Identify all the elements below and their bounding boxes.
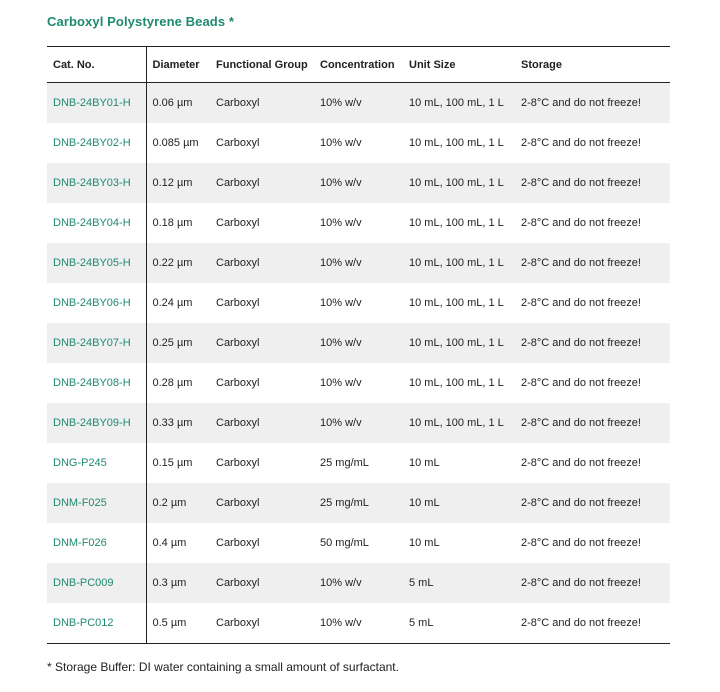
- concentration-cell: 10% w/v: [314, 83, 403, 124]
- table-row: [47, 163, 670, 203]
- concentration-cell: 10% w/v: [314, 203, 403, 243]
- table-row: [47, 443, 670, 483]
- storage-cell: 2-8°C and do not freeze!: [515, 323, 670, 363]
- concentration-cell: 10% w/v: [314, 603, 403, 644]
- table-row: [47, 603, 670, 644]
- unit-size-cell: 10 mL, 100 mL, 1 L: [403, 243, 515, 283]
- table-row: [47, 363, 670, 403]
- header-functional-group: Functional Group: [210, 47, 314, 83]
- concentration-cell: 10% w/v: [314, 123, 403, 163]
- table-header-row: [47, 47, 670, 83]
- cat-no-cell[interactable]: DNB-PC009: [47, 563, 146, 603]
- functional-group-cell: Carboxyl: [210, 283, 314, 323]
- concentration-cell: 25 mg/mL: [314, 483, 403, 523]
- concentration-cell: 10% w/v: [314, 563, 403, 603]
- table-row: [47, 243, 670, 283]
- unit-size-cell: 10 mL, 100 mL, 1 L: [403, 283, 515, 323]
- cat-no-cell[interactable]: DNB-24BY09-H: [47, 403, 146, 443]
- diameter-cell: 0.085 µm: [146, 123, 210, 163]
- page-title: Carboxyl Polystyrene Beads *: [47, 14, 235, 29]
- table-row: [47, 123, 670, 163]
- unit-size-cell: 10 mL: [403, 483, 515, 523]
- diameter-cell: 0.3 µm: [146, 563, 210, 603]
- concentration-cell: 50 mg/mL: [314, 523, 403, 563]
- cat-no-cell[interactable]: DNB-24BY02-H: [47, 123, 146, 163]
- storage-cell: 2-8°C and do not freeze!: [515, 83, 670, 124]
- functional-group-cell: Carboxyl: [210, 123, 314, 163]
- cat-no-cell[interactable]: DNB-24BY05-H: [47, 243, 146, 283]
- concentration-cell: 10% w/v: [314, 243, 403, 283]
- unit-size-cell: 10 mL, 100 mL, 1 L: [403, 323, 515, 363]
- unit-size-cell: 5 mL: [403, 603, 515, 644]
- unit-size-cell: 10 mL, 100 mL, 1 L: [403, 123, 515, 163]
- cat-no-cell[interactable]: DNB-24BY01-H: [47, 83, 146, 124]
- diameter-cell: 0.06 µm: [146, 83, 210, 124]
- header-storage: Storage: [515, 47, 670, 83]
- diameter-cell: 0.22 µm: [146, 243, 210, 283]
- table-row: [47, 563, 670, 603]
- unit-size-cell: 10 mL, 100 mL, 1 L: [403, 363, 515, 403]
- diameter-cell: 0.5 µm: [146, 603, 210, 644]
- diameter-cell: 0.25 µm: [146, 323, 210, 363]
- functional-group-cell: Carboxyl: [210, 443, 314, 483]
- product-table: [47, 46, 670, 644]
- concentration-cell: 10% w/v: [314, 363, 403, 403]
- diameter-cell: 0.33 µm: [146, 403, 210, 443]
- storage-cell: 2-8°C and do not freeze!: [515, 203, 670, 243]
- header-cat-no: Cat. No.: [47, 47, 146, 83]
- concentration-cell: 10% w/v: [314, 283, 403, 323]
- functional-group-cell: Carboxyl: [210, 163, 314, 203]
- storage-cell: 2-8°C and do not freeze!: [515, 523, 670, 563]
- table-body: [47, 83, 670, 644]
- table-row: [47, 283, 670, 323]
- functional-group-cell: Carboxyl: [210, 203, 314, 243]
- header-concentration: Concentration: [314, 47, 403, 83]
- unit-size-cell: 10 mL, 100 mL, 1 L: [403, 403, 515, 443]
- diameter-cell: 0.2 µm: [146, 483, 210, 523]
- unit-size-cell: 10 mL: [403, 443, 515, 483]
- functional-group-cell: Carboxyl: [210, 483, 314, 523]
- storage-cell: 2-8°C and do not freeze!: [515, 483, 670, 523]
- table-row: [47, 403, 670, 443]
- table-row: [47, 483, 670, 523]
- header-diameter: Diameter: [146, 47, 210, 83]
- storage-cell: 2-8°C and do not freeze!: [515, 363, 670, 403]
- storage-cell: 2-8°C and do not freeze!: [515, 443, 670, 483]
- footnote: * Storage Buffer: DI water containing a small amount of surfactant.: [47, 660, 399, 674]
- unit-size-cell: 10 mL: [403, 523, 515, 563]
- unit-size-cell: 5 mL: [403, 563, 515, 603]
- cat-no-cell[interactable]: DNM-F025: [47, 483, 146, 523]
- storage-cell: 2-8°C and do not freeze!: [515, 123, 670, 163]
- functional-group-cell: Carboxyl: [210, 603, 314, 644]
- functional-group-cell: Carboxyl: [210, 323, 314, 363]
- functional-group-cell: Carboxyl: [210, 523, 314, 563]
- cat-no-cell[interactable]: DNB-24BY04-H: [47, 203, 146, 243]
- unit-size-cell: 10 mL, 100 mL, 1 L: [403, 163, 515, 203]
- diameter-cell: 0.18 µm: [146, 203, 210, 243]
- cat-no-cell[interactable]: DNB-24BY06-H: [47, 283, 146, 323]
- storage-cell: 2-8°C and do not freeze!: [515, 603, 670, 644]
- concentration-cell: 10% w/v: [314, 163, 403, 203]
- cat-no-cell[interactable]: DNB-24BY07-H: [47, 323, 146, 363]
- storage-cell: 2-8°C and do not freeze!: [515, 243, 670, 283]
- storage-cell: 2-8°C and do not freeze!: [515, 283, 670, 323]
- table-row: [47, 323, 670, 363]
- storage-cell: 2-8°C and do not freeze!: [515, 403, 670, 443]
- table-row: [47, 203, 670, 243]
- cat-no-cell[interactable]: DNB-24BY03-H: [47, 163, 146, 203]
- diameter-cell: 0.4 µm: [146, 523, 210, 563]
- concentration-cell: 10% w/v: [314, 403, 403, 443]
- diameter-cell: 0.28 µm: [146, 363, 210, 403]
- storage-cell: 2-8°C and do not freeze!: [515, 163, 670, 203]
- functional-group-cell: Carboxyl: [210, 563, 314, 603]
- cat-no-cell[interactable]: DNG-P245: [47, 443, 146, 483]
- unit-size-cell: 10 mL, 100 mL, 1 L: [403, 83, 515, 124]
- functional-group-cell: Carboxyl: [210, 363, 314, 403]
- cat-no-cell[interactable]: DNM-F026: [47, 523, 146, 563]
- table-row: [47, 523, 670, 563]
- header-unit-size: Unit Size: [403, 47, 515, 83]
- storage-cell: 2-8°C and do not freeze!: [515, 563, 670, 603]
- unit-size-cell: 10 mL, 100 mL, 1 L: [403, 203, 515, 243]
- functional-group-cell: Carboxyl: [210, 403, 314, 443]
- table-row: [47, 83, 670, 124]
- diameter-cell: 0.24 µm: [146, 283, 210, 323]
- cat-no-cell[interactable]: DNB-PC012: [47, 603, 146, 644]
- functional-group-cell: Carboxyl: [210, 83, 314, 124]
- functional-group-cell: Carboxyl: [210, 243, 314, 283]
- concentration-cell: 10% w/v: [314, 323, 403, 363]
- product-table-container: [47, 46, 670, 644]
- diameter-cell: 0.12 µm: [146, 163, 210, 203]
- concentration-cell: 25 mg/mL: [314, 443, 403, 483]
- cat-no-cell[interactable]: DNB-24BY08-H: [47, 363, 146, 403]
- diameter-cell: 0.15 µm: [146, 443, 210, 483]
